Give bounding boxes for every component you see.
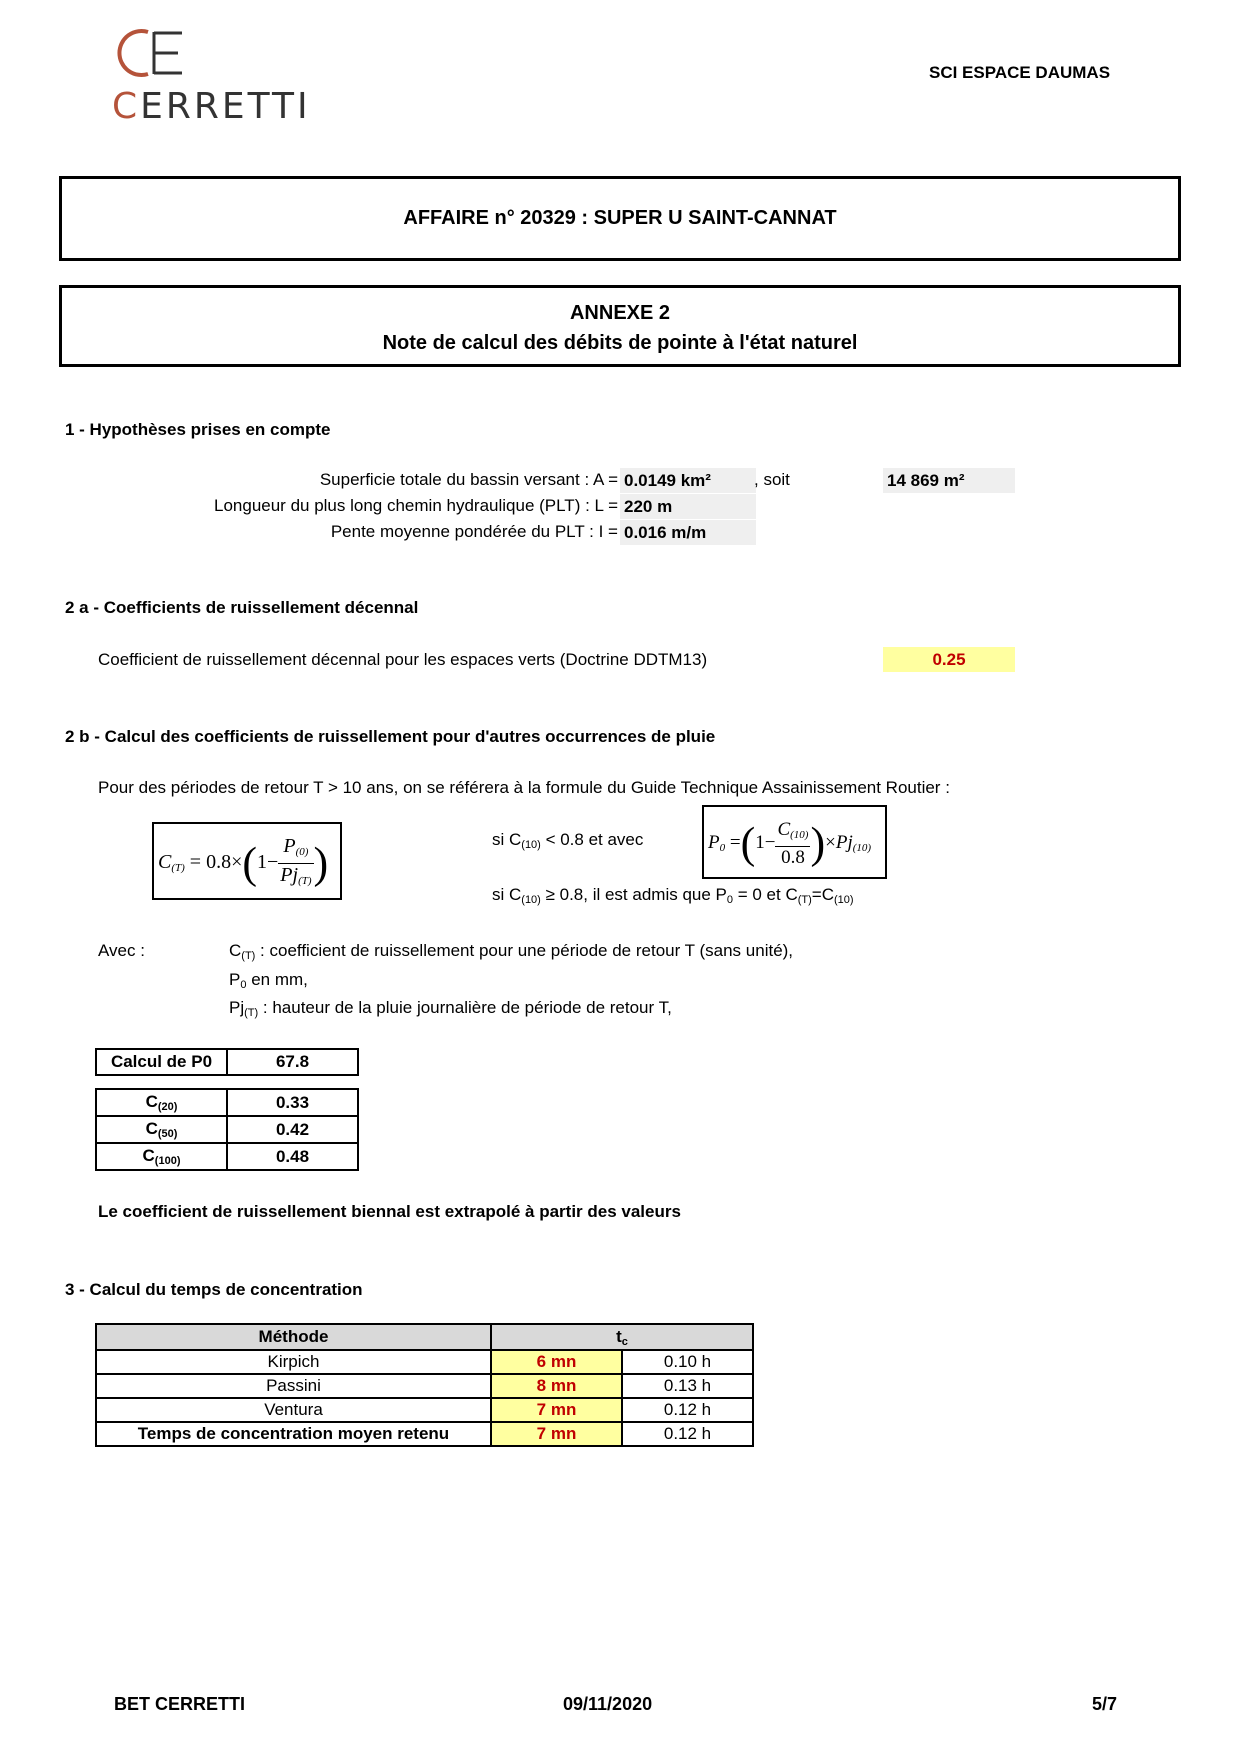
coef-value-cell: 0.33	[227, 1089, 358, 1116]
soit-label: , soit	[754, 470, 790, 489]
annexe-box	[59, 285, 1181, 367]
coef-value-cell: 0.42	[227, 1116, 358, 1143]
slope-value: 0.016 m/m	[620, 520, 756, 545]
surface-value: 0.0149 km²	[620, 468, 756, 493]
table-row	[96, 1374, 753, 1398]
tc-table	[95, 1323, 754, 1447]
coef-label-cell: $C_{(20)}$	[96, 1089, 227, 1116]
surface-m2-value: 14 869 m²	[883, 468, 1015, 493]
annexe-number: ANNEXE 2	[569, 302, 671, 324]
condition-1: si $C_{(10)} < 0.8$ et avec	[492, 830, 644, 851]
coef-table	[95, 1088, 359, 1171]
tc-hours-cell: 0.10 h	[622, 1350, 753, 1374]
section2b-title: 2 b - Calcul des coefficients de ruissellement pour d'autres occurrences de pluie	[65, 727, 716, 746]
footer-page-number: 5/7	[1092, 1694, 1118, 1714]
formula-intro: Pour des périodes de retour T > 10 ans, on se référera à la formule du Guide Technique Assainissement Routier :	[98, 778, 950, 797]
footer-date: 09/11/2020	[563, 1694, 653, 1714]
method-header: Méthode	[96, 1324, 491, 1350]
coef-label-cell: $C_{(100)}$	[96, 1143, 227, 1170]
formula-p0: $P_0 =(1-$ $\frac{C_{(10)}}{0.8}$ )$\times Pj_{(10)}$	[702, 805, 887, 879]
affaire-title: AFFAIRE n° 20329 : SUPER U SAINT-CANNAT	[403, 207, 837, 229]
affaire-title-box	[59, 176, 1181, 261]
definition-ct: $C_{(T)}$ : coefficient de ruissellement pour une période de retour T (sans unité),	[229, 941, 794, 962]
length-value: 220 m	[620, 494, 756, 519]
coef-value-cell: 0.48	[227, 1143, 358, 1170]
definition-p0: $P_0$ en mm,	[229, 970, 308, 991]
definition-pj: $Pj_{(T)}$ : hauteur de la pluie journalière de période de retour T,	[229, 998, 672, 1019]
condition-2: si $C_{(10)} \ge 0.8$, il est admis que $P_0 = 0$ et $C_{(T)}=C_{(10)}$	[492, 885, 854, 906]
surface-label: Superficie totale du bassin versant : A =	[319, 470, 618, 489]
table-row	[96, 1143, 358, 1170]
tc-hours-cell: 0.12 h	[622, 1398, 753, 1422]
table-row	[96, 1089, 358, 1116]
table-header-row	[96, 1324, 753, 1350]
section3-title: 3 - Calcul du temps de concentration	[65, 1280, 363, 1299]
tc-minutes-cell: 6 mn	[491, 1350, 622, 1374]
tc-hours-cell: 0.12 h	[622, 1422, 753, 1446]
decennal-coef-value: 0.25	[883, 647, 1015, 672]
annexe-subtitle: Note de calcul des débits de pointe à l'état naturel	[382, 332, 858, 354]
tc-hours-cell: 0.13 h	[622, 1374, 753, 1398]
biennal-note: Le coefficient de ruissellement biennal est extrapolé à partir des valeurs	[98, 1202, 681, 1221]
decennal-coef-label: Coefficient de ruissellement décennal pour les espaces verts (Doctrine DDTM13)	[98, 650, 708, 669]
section2a-title: 2 a - Coefficients de ruissellement décennal	[65, 598, 419, 617]
method-cell: Passini	[96, 1374, 491, 1398]
length-label: Longueur du plus long chemin hydraulique (PLT) : L =	[214, 496, 618, 515]
p0-value-cell: 67.8	[227, 1049, 358, 1075]
logo-wordmark: CERRETTI	[112, 86, 311, 127]
method-cell: Temps de concentration moyen retenu	[96, 1422, 491, 1446]
avec-label: Avec :	[98, 941, 145, 960]
method-cell: Kirpich	[96, 1350, 491, 1374]
footer-company: BET CERRETTI	[114, 1694, 246, 1714]
slope-label: Pente moyenne pondérée du PLT : I =	[330, 522, 618, 541]
tc-header: $t_c$	[491, 1324, 753, 1350]
method-cell: Ventura	[96, 1398, 491, 1422]
tc-minutes-cell: 8 mn	[491, 1374, 622, 1398]
coef-label-cell: $C_{(50)}$	[96, 1116, 227, 1143]
formula-ct: $C_{(T)} = 0.8\times(1-$ $\frac{P_{(0)}}{Pj_{(T)}}$ )	[152, 822, 342, 900]
client-name: SCI ESPACE DAUMAS	[929, 63, 1111, 82]
table-row	[96, 1422, 753, 1446]
p0-label-cell: Calcul de P0	[96, 1049, 227, 1075]
p0-table	[95, 1048, 359, 1076]
tc-minutes-cell: 7 mn	[491, 1422, 622, 1446]
table-row	[96, 1116, 358, 1143]
table-row	[96, 1350, 753, 1374]
section1-title: 1 - Hypothèses prises en compte	[65, 420, 331, 439]
tc-minutes-cell: 7 mn	[491, 1398, 622, 1422]
logo-ce-mark	[110, 26, 200, 81]
table-row	[96, 1398, 753, 1422]
